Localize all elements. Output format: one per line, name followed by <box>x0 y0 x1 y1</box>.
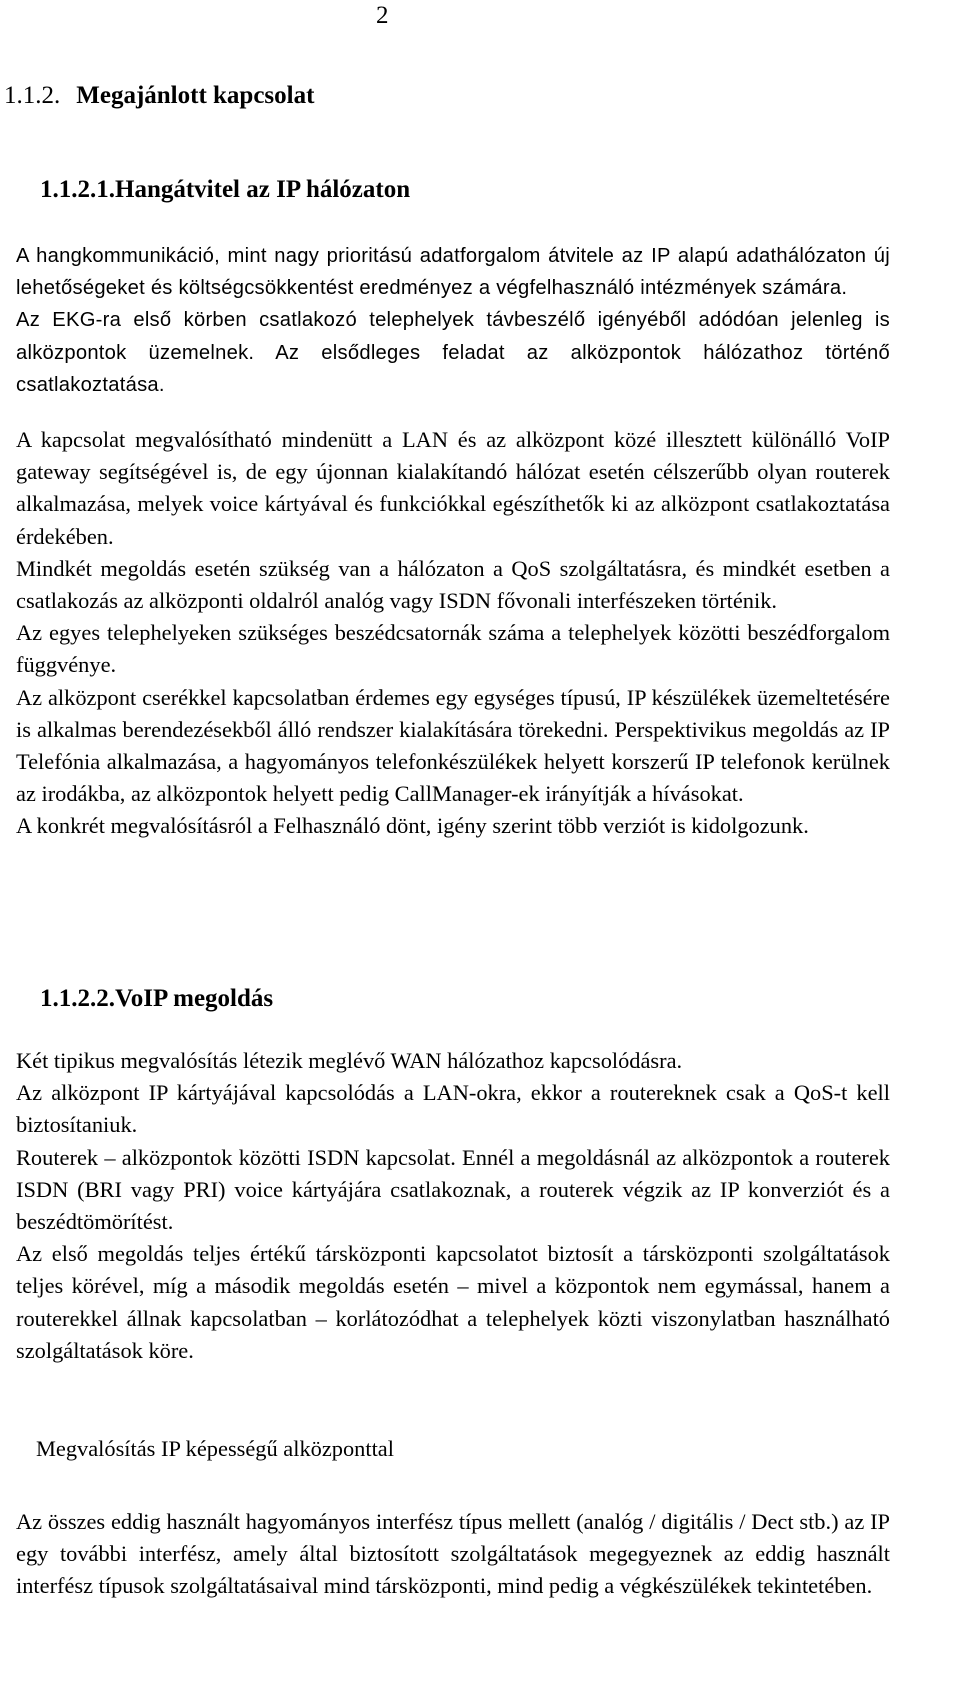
subsection-heading-ip-alkozpont: Megvalósítás IP képességű alközponttal <box>36 1436 394 1461</box>
section-heading <box>4 78 314 114</box>
paragraph: A konkrét megvalósításról a Felhasználó dönt, igény szerint több verziót is kidolgozunk. <box>16 813 809 839</box>
paragraph: Az összes eddig használt hagyományos interfész típus mellett (analóg / digitális / Dect stb.) az IP egy további interfész, amely által biztosított szolgáltatások megegyeznek az eddig használt interfész típusok szolgáltatásaival mind társközponti, mind pedig a végkészülékek tekintetében. <box>16 1509 890 1599</box>
body-paragraphs-3 <box>16 1506 890 1603</box>
subsection-heading-hangatvitel: 1.1.2.1.Hangátvitel az IP hálózaton <box>40 176 411 203</box>
paragraph: Az alközpont IP kártyájával kapcsolódás a LAN-okra, ekkor a routereknek csak a QoS-t kell biztosítaniuk. <box>16 1080 890 1138</box>
section-title: Megajánlott kapcsolat <box>76 82 315 109</box>
section-number: 1.1.2. <box>4 82 61 109</box>
paragraph: Mindkét megoldás esetén szükség van a hálózaton a QoS szolgáltatásra, és mindkét esetben a csatlakozás az alközponti oldalról analóg vagy ISDN fővonali interfészeken történik. <box>16 555 890 614</box>
paragraph: Routerek – alközpontok közötti ISDN kapcsolat. Ennél a megoldásnál az alközpontok a routerek ISDN (BRI vagy PRI) voice kártyájára csatlakoznak, a routerek végzik az IP konverziót és a beszédtömörítést. <box>16 1144 890 1235</box>
paragraph: Az alközpont cserékkel kapcsolatban érdemes egy egységes típusú, IP készülékek üzemeltetésére is alkalmas berendezésekből álló rendszer kialakítására törekedni. Perspektivikus megoldás az IP Telefónia alkalmazása, a hagyományos telefonkészülékek helyett korszerű IP telefonok kerülnek az irodákba, az alközpontok helyett pedig CallManager-ek irányítják a hívásokat. <box>16 684 890 807</box>
body-paragraphs-1 <box>16 424 890 843</box>
paragraph: Az első megoldás teljes értékű társközponti kapcsolatot biztosít a társközponti szolgáltatások teljes körével, míg a második megoldás esetén – mivel a központok nem egymással, hanem a routerekkel állnak kapcsolatban – korlátozódhat a telephelyek közti viszonylatban használható szolgáltatások köre. <box>16 1241 890 1363</box>
paragraph: Két tipikus megvalósítás létezik meglévő WAN hálózathoz kapcsolódásra. <box>16 1048 683 1073</box>
page-number: 2 <box>376 2 389 29</box>
paragraph: A hangkommunikáció, mint nagy prioritású adatforgalom átvitele az IP alapú adathálózaton új lehetőségeket és költségcsökkentést eredményez a végfelhasználó intézmények számára. <box>16 245 890 300</box>
body-paragraphs-2 <box>16 1045 890 1367</box>
paragraph: Az EKG-ra első körben csatlakozó telephelyek távbeszélő igényéből adódóan jelenleg is alközpontok üzemelnek. Az elsődleges feladat az alközpontok hálózathoz történő csatlakoztatása. <box>16 309 890 396</box>
intro-paragraphs <box>16 240 890 401</box>
subsection-heading-voip: 1.1.2.2.VoIP megoldás <box>40 985 274 1012</box>
paragraph: Az egyes telephelyeken szükséges beszédcsatornák száma a telephelyek közötti beszédforgalom függvénye. <box>16 620 890 678</box>
paragraph: A kapcsolat megvalósítható mindenütt a LAN és az alközpont közé illesztett különálló VoIP gateway segítségével is, de egy újonnan kialakítandó hálózat esetén célszerűbb olyan routerek alkalmazása, melyek voice kártyával és funkciókkal egészíthetők ki az alközpont csatlakoztatása érdekében. <box>16 427 890 549</box>
